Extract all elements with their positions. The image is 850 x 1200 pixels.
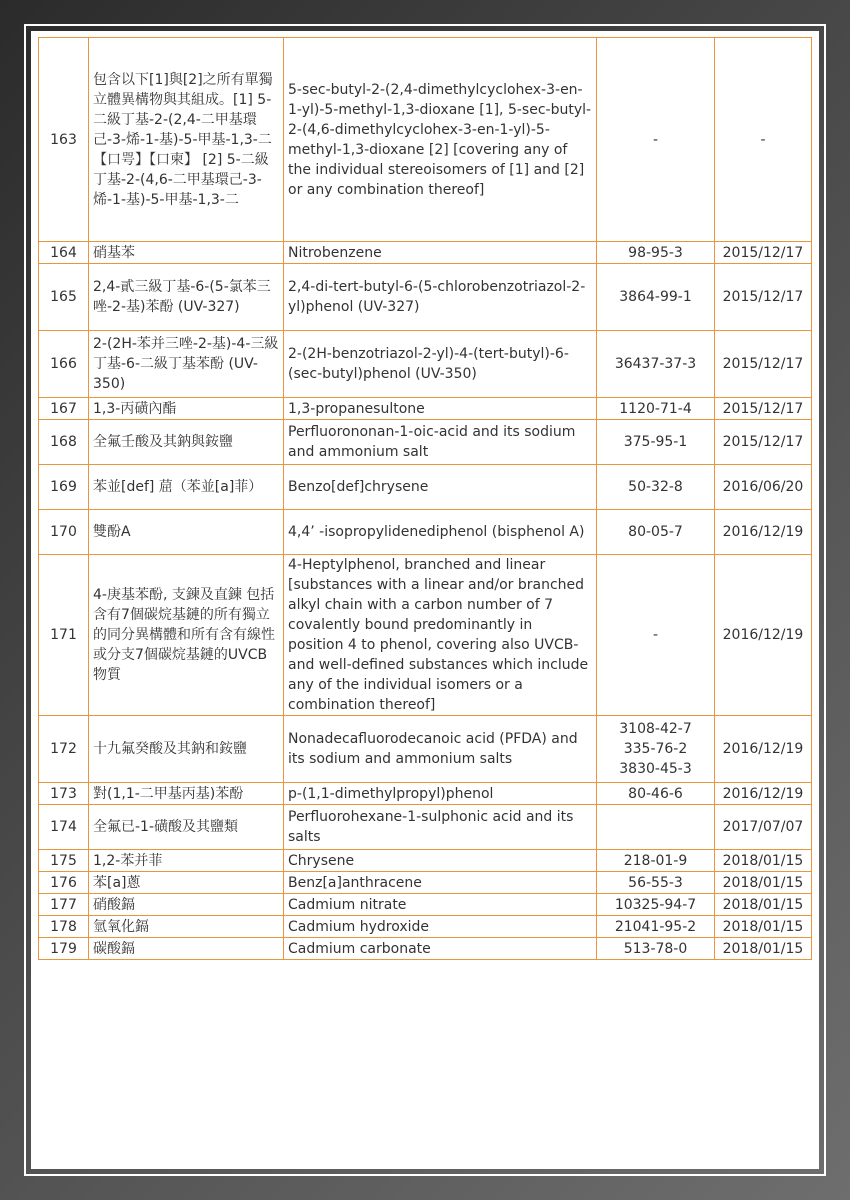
english-name: Cadmium nitrate (284, 894, 597, 916)
english-name: Perfluorohexane-1-sulphonic acid and its salts (284, 805, 597, 850)
item-number: 168 (39, 420, 89, 465)
cas-number: 80-05-7 (628, 524, 683, 540)
chinese-name: 硝酸鎘 (89, 894, 284, 916)
cas-number-cell (597, 242, 715, 264)
cas-number-cell (597, 420, 715, 465)
cas-number-cell (597, 510, 715, 555)
listing-date: 2016/12/19 (715, 510, 812, 555)
item-number: 176 (39, 872, 89, 894)
item-number: 167 (39, 398, 89, 420)
item-number: 178 (39, 916, 89, 938)
cas-number-cell (597, 894, 715, 916)
english-name: Benzo[def]chrysene (284, 465, 597, 510)
english-name: 2,4-di-tert-butyl-6-(5-chlorobenzotriazol-2-yl)phenol (UV-327) (284, 264, 597, 331)
cas-number: 375-95-1 (623, 434, 688, 450)
cas-number: 56-55-3 (628, 874, 683, 891)
table-row (39, 264, 812, 331)
item-number: 166 (39, 331, 89, 398)
cas-number: 3864-99-1 (619, 289, 692, 305)
item-number: 164 (39, 242, 89, 264)
listing-date: 2018/01/15 (715, 938, 812, 960)
cas-number-cell (597, 331, 715, 398)
chinese-name: 全氟已-1-磺酸及其鹽類 (89, 805, 284, 850)
chinese-name: 1,2-苯并菲 (89, 850, 284, 872)
item-number: 177 (39, 894, 89, 916)
cas-number: 3830-45-3 (619, 761, 692, 777)
english-name: 5-sec-butyl-2-(2,4-dimethylcyclohex-3-en-1-yl)-5-methyl-1,3-dioxane [1], 5-sec-butyl-2-(4,6-dimethylcyclohex-3-en-1-yl)-5-methyl-1,3-dioxane [2] [covering any of the individual stereoisomers of [1] and [2] or any combination thereof] (284, 38, 597, 242)
chinese-name: 4-庚基苯酚, 支鍊及直鍊 包括含有7個碳烷基鏈的所有獨立的同分異構體和所有含有線性或分支7個碳烷基鏈的UVCB物質 (89, 555, 284, 716)
cas-number-cell (597, 398, 715, 420)
cas-number-cell (597, 465, 715, 510)
item-number: 171 (39, 555, 89, 716)
listing-date: 2018/01/15 (715, 894, 812, 916)
table-row (39, 465, 812, 510)
chinese-name: 十九氟癸酸及其鈉和銨鹽 (89, 716, 284, 783)
chinese-name: 包含以下[1]與[2]之所有單獨立體異構物與其組成。[1] 5-二級丁基-2-(2,4-二甲基環己-3-烯-1-基)-5-甲基-1,3-二【口咢】【口柬】 [2] 5-二級丁基-2-(4,6-二甲基環己-3-烯-1-基)-5-甲基-1,3-二 (89, 38, 284, 242)
listing-date: 2015/12/17 (715, 331, 812, 398)
chinese-name: 2,4-貳三級丁基-6-(5-氯苯三唑-2-基)苯酚 (UV-327) (89, 264, 284, 331)
chinese-name: 2-(2H-苯并三唑-2-基)-4-三級丁基-6-二級丁基苯酚 (UV-350) (89, 331, 284, 398)
cas-number-cell (597, 938, 715, 960)
substance-table (38, 37, 812, 960)
table-row (39, 850, 812, 872)
item-number: 179 (39, 938, 89, 960)
table-row (39, 510, 812, 555)
english-name: Nitrobenzene (284, 242, 597, 264)
substance-table-body (39, 38, 812, 960)
table-row (39, 555, 812, 716)
table-row (39, 716, 812, 783)
table-row (39, 916, 812, 938)
english-name: 2-(2H-benzotriazol-2-yl)-4-(tert-butyl)-6-(sec-butyl)phenol (UV-350) (284, 331, 597, 398)
cas-number: 98-95-3 (628, 244, 683, 261)
item-number: 170 (39, 510, 89, 555)
english-name: Chrysene (284, 850, 597, 872)
table-row (39, 783, 812, 805)
listing-date: 2018/01/15 (715, 916, 812, 938)
cas-number: - (652, 131, 659, 148)
listing-date: 2016/06/20 (715, 465, 812, 510)
english-name: Perfluorononan-1-oic-acid and its sodium and ammonium salt (284, 420, 597, 465)
cas-number: 3108-42-7 (619, 721, 692, 737)
cas-number-cell (597, 264, 715, 331)
chinese-name: 氫氧化鎘 (89, 916, 284, 938)
item-number: 169 (39, 465, 89, 510)
item-number: 175 (39, 850, 89, 872)
item-number: 174 (39, 805, 89, 850)
english-name: Benz[a]anthracene (284, 872, 597, 894)
cas-number: 1120-71-4 (619, 400, 692, 417)
cas-number-cell (597, 555, 715, 716)
cas-number-cell (597, 850, 715, 872)
cas-number: 10325-94-7 (614, 896, 697, 913)
cas-number: 80-46-6 (628, 785, 683, 802)
cas-number-cell (597, 38, 715, 242)
table-row (39, 331, 812, 398)
listing-date: - (715, 38, 812, 242)
listing-date: 2018/01/15 (715, 850, 812, 872)
cas-number-cell (597, 805, 715, 850)
english-name: 4,4’ -isopropylidenediphenol (bisphenol A) (284, 510, 597, 555)
table-row (39, 894, 812, 916)
chinese-name: 雙酚A (89, 510, 284, 555)
item-number: 163 (39, 38, 89, 242)
english-name: p-(1,1-dimethylpropyl)phenol (284, 783, 597, 805)
item-number: 173 (39, 783, 89, 805)
table-row (39, 872, 812, 894)
cas-number-cell (597, 716, 715, 783)
english-name: Nonadecafluorodecanoic acid (PFDA) and its sodium and ammonium salts (284, 716, 597, 783)
cas-number: - (652, 627, 659, 643)
table-row (39, 242, 812, 264)
cas-number: 21041-95-2 (614, 918, 697, 935)
table-row (39, 938, 812, 960)
table-row (39, 38, 812, 242)
table-row (39, 420, 812, 465)
chinese-name: 對(1,1-二甲基丙基)苯酚 (89, 783, 284, 805)
chinese-name: 全氟壬酸及其鈉與銨鹽 (89, 420, 284, 465)
listing-date: 2016/12/19 (715, 783, 812, 805)
english-name: 4-Heptylphenol, branched and linear [substances with a linear and/or branched alkyl chain with a carbon number of 7 covalently bound predominantly in position 4 to phenol, covering also UVCB- and well-defined substances which include any of the individual isomers or a combination thereof] (284, 555, 597, 716)
item-number: 165 (39, 264, 89, 331)
listing-date: 2016/12/19 (715, 716, 812, 783)
cas-number-cell (597, 916, 715, 938)
item-number: 172 (39, 716, 89, 783)
english-name: 1,3-propanesultone (284, 398, 597, 420)
listing-date: 2015/12/17 (715, 420, 812, 465)
document-page (31, 31, 819, 1169)
listing-date: 2016/12/19 (715, 555, 812, 716)
cas-number: 50-32-8 (628, 479, 683, 495)
table-row (39, 805, 812, 850)
cas-number: 335-76-2 (623, 741, 688, 757)
cas-number: 36437-37-3 (614, 356, 697, 372)
cas-number-cell (597, 783, 715, 805)
listing-date: 2018/01/15 (715, 872, 812, 894)
table-row (39, 398, 812, 420)
listing-date: 2015/12/17 (715, 242, 812, 264)
cas-number-cell (597, 872, 715, 894)
cas-number: 218-01-9 (623, 852, 688, 869)
chinese-name: 苯並[def] 䓛（苯並[a]菲） (89, 465, 284, 510)
chinese-name: 苯[a]蔥 (89, 872, 284, 894)
listing-date: 2015/12/17 (715, 264, 812, 331)
chinese-name: 1,3-丙磺內酯 (89, 398, 284, 420)
english-name: Cadmium hydroxide (284, 916, 597, 938)
listing-date: 2017/07/07 (715, 805, 812, 850)
english-name: Cadmium carbonate (284, 938, 597, 960)
listing-date: 2015/12/17 (715, 398, 812, 420)
chinese-name: 碳酸鎘 (89, 938, 284, 960)
chinese-name: 硝基苯 (89, 242, 284, 264)
cas-number: 513-78-0 (623, 940, 688, 957)
